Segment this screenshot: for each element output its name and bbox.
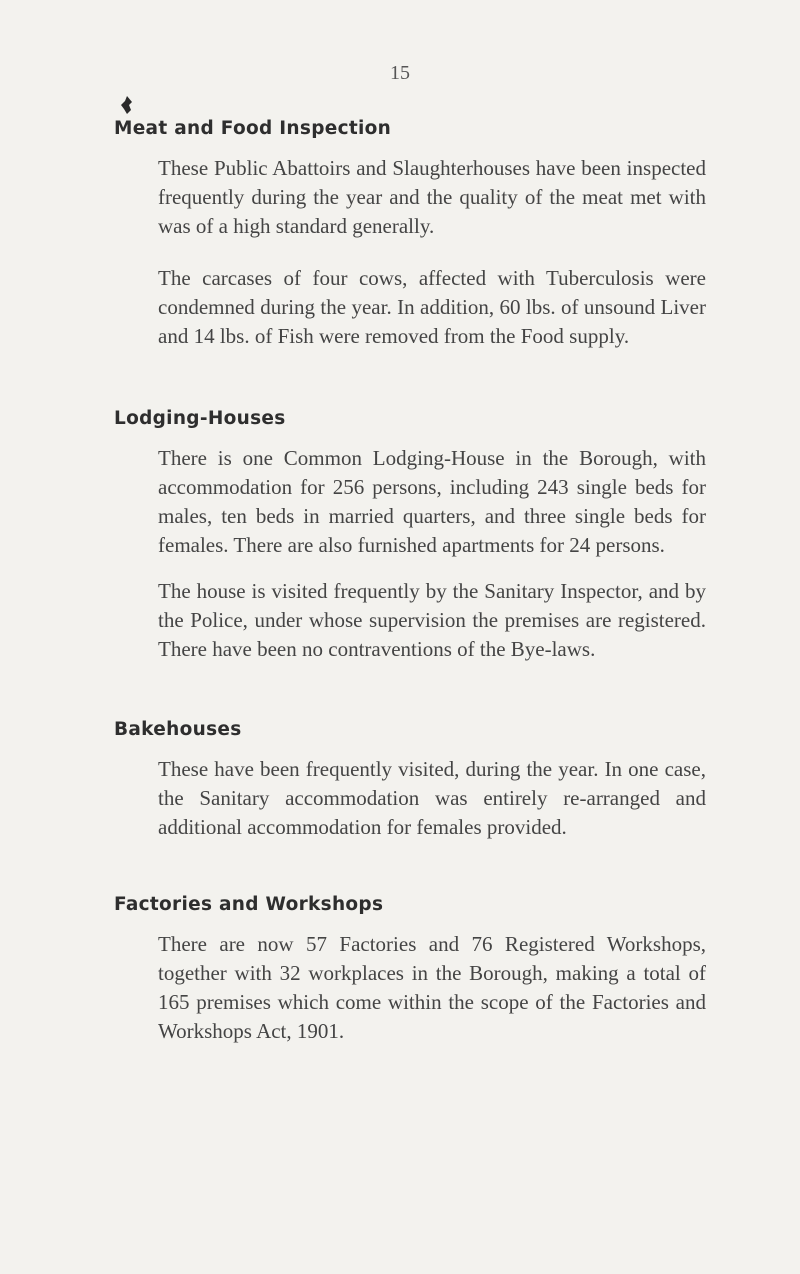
section-heading-factories: Factories and Workshops [114,894,384,915]
page-number: 15 [390,62,410,84]
paragraph-text: There are now 57 Factories and 76 Registered Workshops, together with 32 workplaces in the Borough, making a total of 165 premises which come within the scope of the Factories and Workshops Act, 1901. [158,932,706,1043]
paragraph-text: There is one Common Lodging-House in the Borough, with accommodation for 256 persons, including 243 single beds for males, ten beds in married quarters, and three single beds for females. There are also furnished apartments for 24 persons. [158,446,706,557]
paragraph-lodging-1 [114,444,706,560]
ink-blot-mark [121,96,133,114]
paragraph-text: These have been frequently visited, during the year. In one case, the Sanitary accommodation was entirely re-arranged and additional accommodation for females provided. [158,757,706,839]
paragraph-text: The house is visited frequently by the Sanitary Inspector, and by the Police, under whose supervision the premises are registered. There have been no contraventions of the Bye-laws. [158,579,706,661]
paragraph-lodging-2 [114,577,706,664]
paragraph-meat-2 [114,264,706,351]
section-heading-meat: Meat and Food Inspection [114,118,392,139]
section-heading-bakehouses: Bakehouses [114,719,242,740]
paragraph-text: These Public Abattoirs and Slaughterhouses have been inspected frequently during the year and the quality of the meat met with was of a high standard generally. [158,156,706,238]
section-heading-lodging: Lodging-Houses [114,408,286,429]
paragraph-text: The carcases of four cows, affected with Tuberculosis were condemned during the year. In addition, 60 lbs. of unsound Liver and 14 lbs. of Fish were removed from the Food supply. [158,266,706,348]
paragraph-factories-1 [114,930,706,1046]
paragraph-bakehouses-1 [114,755,706,842]
paragraph-meat-1 [114,154,706,241]
